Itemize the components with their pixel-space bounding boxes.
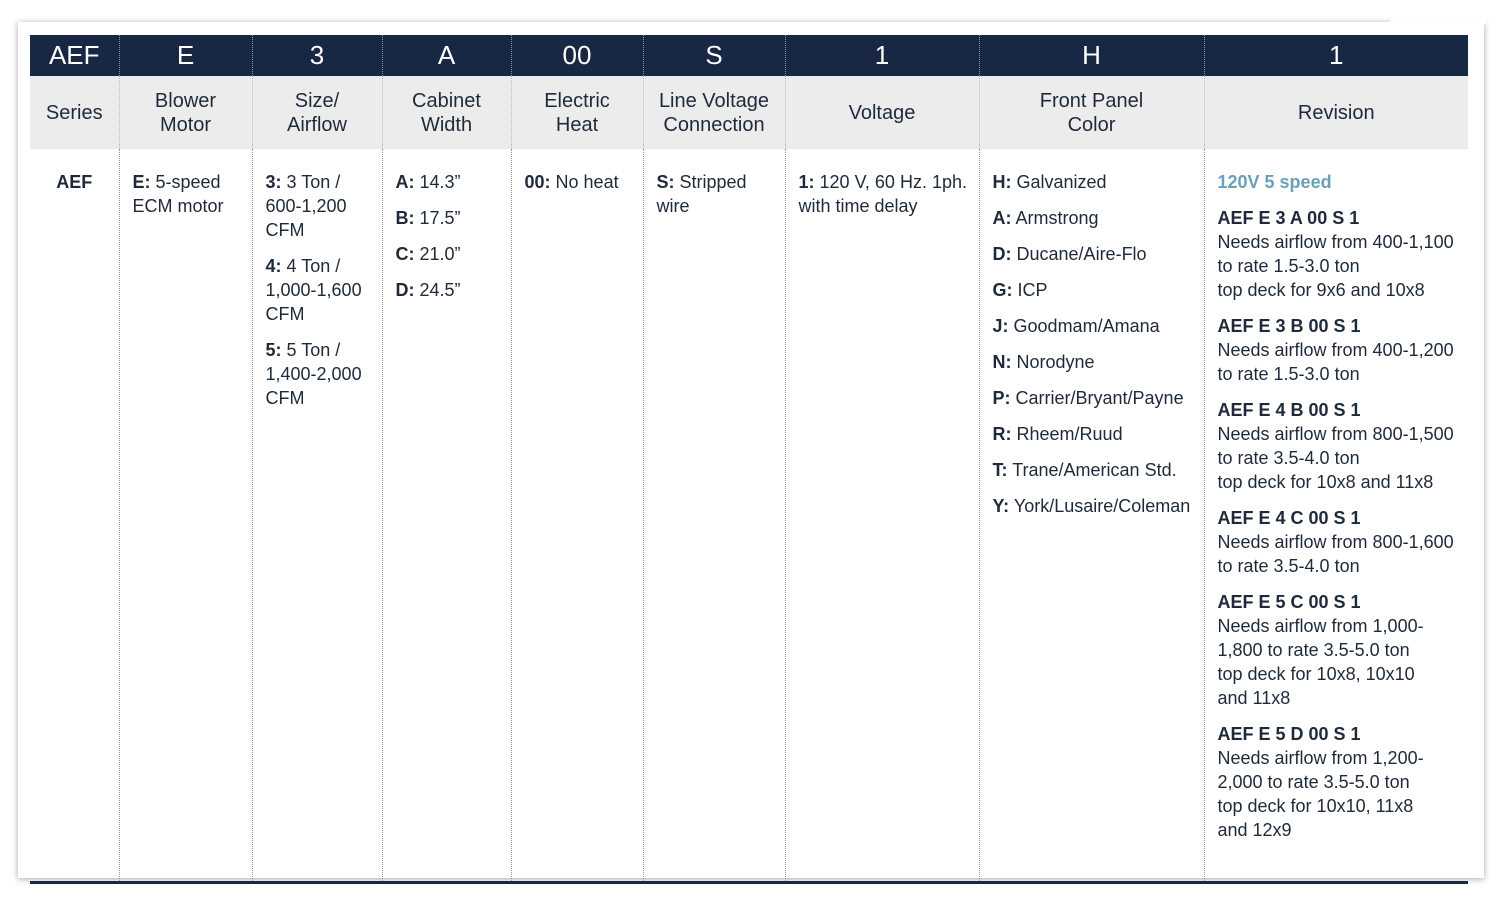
option-item: B: 17.5”	[395, 208, 461, 228]
code-cell: A	[382, 35, 511, 76]
series-value: AEF	[56, 172, 93, 192]
code-cell: S	[643, 35, 785, 76]
column-label: Front Panel Color	[979, 76, 1204, 149]
option-item: C: 21.0”	[395, 244, 461, 264]
front-panel-color-cell	[979, 149, 1204, 883]
label-row	[30, 76, 1468, 149]
option-item: 1: 120 V, 60 Hz. 1ph. with time delay	[798, 172, 967, 216]
option-item: P: Carrier/Bryant/Payne	[992, 388, 1184, 408]
revision-item: AEF E 5 C 00 S 1 Needs airflow from 1,000- 1,800 to rate 3.5-5.0 ton top deck for 10x8, 10x10 and 11x8	[1217, 592, 1424, 708]
option-item: R: Rheem/Ruud	[992, 424, 1123, 444]
option-item: H: Galvanized	[992, 172, 1107, 192]
column-label: Revision	[1204, 76, 1468, 149]
size-airflow-cell	[252, 149, 382, 883]
revision-item: AEF E 4 B 00 S 1 Needs airflow from 800-1,500 to rate 3.5-4.0 ton top deck for 10x8 and 11x8	[1217, 400, 1454, 492]
electric-heat-cell	[511, 149, 643, 883]
revision-item: AEF E 4 C 00 S 1 Needs airflow from 800-1,600 to rate 3.5-4.0 ton	[1217, 508, 1454, 576]
code-cell: E	[119, 35, 252, 76]
option-item: N: Norodyne	[992, 352, 1095, 372]
option-item: A: 14.3”	[395, 172, 461, 192]
column-label: Series	[30, 76, 119, 149]
option-item: A: Armstrong	[992, 208, 1099, 228]
column-label: Voltage	[785, 76, 979, 149]
option-item: D: Ducane/Aire-Flo	[992, 244, 1147, 264]
code-cell: H	[979, 35, 1204, 76]
option-item: G: ICP	[992, 280, 1048, 300]
voltage-cell	[785, 149, 979, 883]
code-cell: 00	[511, 35, 643, 76]
revision-item: AEF E 5 D 00 S 1 Needs airflow from 1,200- 2,000 to rate 3.5-5.0 ton top deck for 10x10, 11x8 and 12x9	[1217, 724, 1424, 840]
option-item: 00: No heat	[524, 172, 619, 192]
card-corner	[1390, 18, 1486, 24]
option-item: 3: 3 Ton / 600-1,200 CFM	[265, 172, 347, 240]
blower-motor-cell	[119, 149, 252, 883]
option-item: 5: 5 Ton / 1,400-2,000 CFM	[265, 340, 362, 408]
series-cell	[30, 149, 119, 883]
option-item: E: 5-speed ECM motor	[132, 172, 224, 216]
revision-heading: 120V 5 speed	[1217, 172, 1332, 192]
code-row	[30, 35, 1468, 76]
revision-item: AEF E 3 A 00 S 1 Needs airflow from 400-1,100 to rate 1.5-3.0 ton top deck for 9x6 and 10x8	[1217, 208, 1454, 300]
line-voltage-cell	[643, 149, 785, 883]
code-cell: AEF	[30, 35, 119, 76]
code-cell: 3	[252, 35, 382, 76]
option-item: T: Trane/American Std.	[992, 460, 1177, 480]
column-label: Blower Motor	[119, 76, 252, 149]
model-number-table	[30, 35, 1468, 884]
column-label: Cabinet Width	[382, 76, 511, 149]
column-label: Line Voltage Connection	[643, 76, 785, 149]
cabinet-width-cell	[382, 149, 511, 883]
option-item: Y: York/Lusaire/Coleman	[992, 496, 1191, 516]
option-item: J: Goodmam/Amana	[992, 316, 1160, 336]
column-label: Size/ Airflow	[252, 76, 382, 149]
revision-cell	[1204, 149, 1468, 883]
option-item: 4: 4 Ton / 1,000-1,600 CFM	[265, 256, 362, 324]
code-cell: 1	[1204, 35, 1468, 76]
revision-item: AEF E 3 B 00 S 1 Needs airflow from 400-1,200 to rate 1.5-3.0 ton	[1217, 316, 1454, 384]
code-cell: 1	[785, 35, 979, 76]
option-item: S: Stripped wire	[656, 172, 747, 216]
options-row	[30, 149, 1468, 883]
column-label: Electric Heat	[511, 76, 643, 149]
option-item: D: 24.5”	[395, 280, 461, 300]
